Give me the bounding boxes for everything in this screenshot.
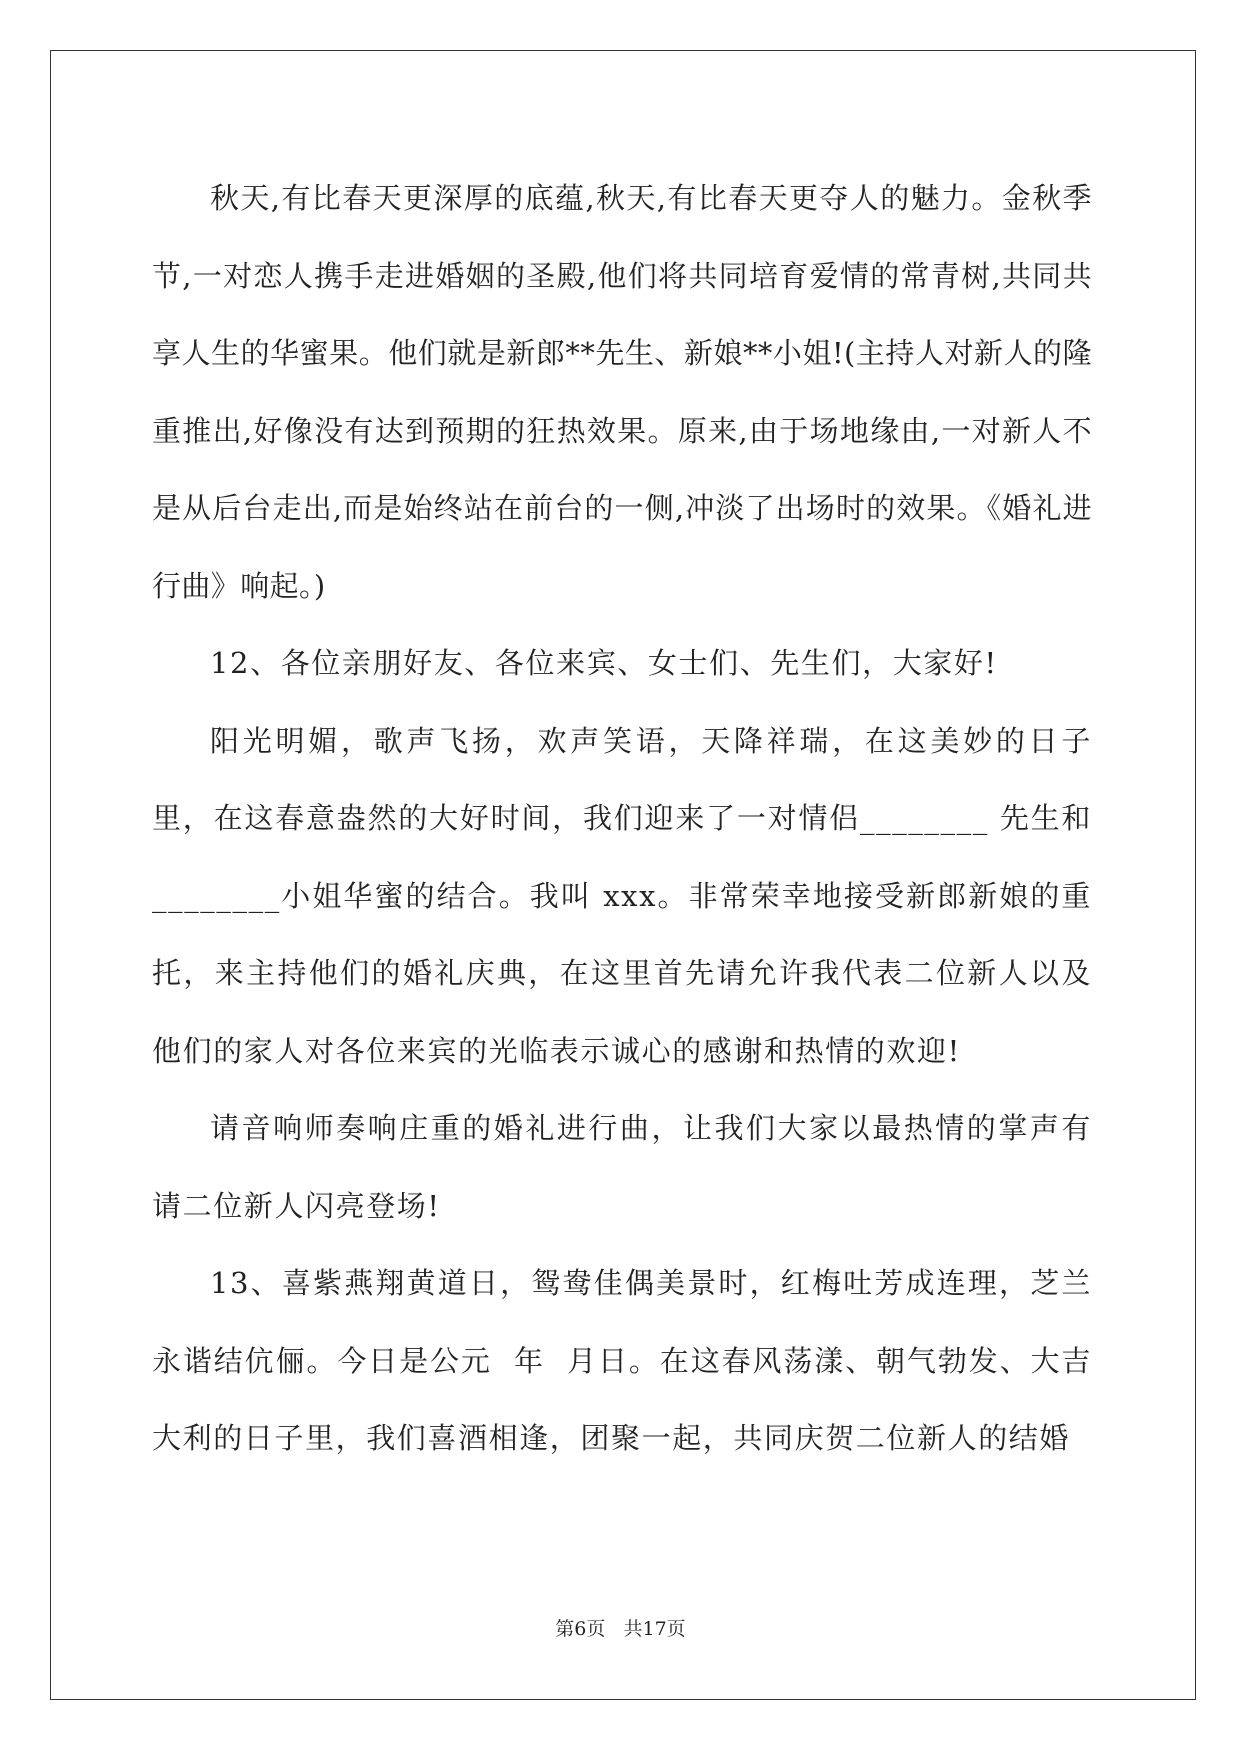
paragraph-sunshine: 阳光明媚，歌声飞扬，欢声笑语，天降祥瑞，在这美妙的日子里，在这春意盎然的大好时间，我们迎来了一对情侣________ 先生和________小姐华蜜的结合。我叫 xxx。非常荣幸地接受新郎新娘的重托，来主持他们的婚礼庆典，在这里首先请允许我代表二位新人以及他们的家人对各位来宾的光临表示诚心的感谢和热情的欢迎! xyxy=(152,723,1092,1068)
document-body xyxy=(152,160,1092,1478)
paragraph-12-greeting: 12、各位亲朋好友、各位来宾、女士们、先生们，大家好! xyxy=(210,646,998,680)
page-footer xyxy=(0,1614,1241,1641)
paragraph-music: 请音响师奏响庄重的婚礼进行曲，让我们大家以最热情的掌声有请二位新人闪亮登场! xyxy=(152,1111,1092,1223)
paragraph-13-blessing: 13、喜紫燕翔黄道日，鸳鸯佳偶美景时，红梅吐芳成连理，芝兰永谐结伉俪。今日是公元 年 月日。在这春风荡漾、朝气勃发、大吉大利的日子里，我们喜酒相逢，团聚一起，共同庆贺二位新人的结婚 xyxy=(152,1266,1092,1455)
paragraph-autumn: 秋天,有比春天更深厚的底蕴,秋天,有比春天更夺人的魅力。金秋季节,一对恋人携手走进婚姻的圣殿,他们将共同培育爱情的常青树,共同共享人生的华蜜果。他们就是新郎**先生、新娘**小姐!(主持人对新人的隆重推出,好像没有达到预期的狂热效果。原来,由于场地缘由,一对新人不是从后台走出,而是始终站在前台的一侧,冲淡了出场时的效果。《婚礼进行曲》响起。) xyxy=(152,181,1092,603)
page-number: 第6页 共17页 xyxy=(555,1618,686,1640)
